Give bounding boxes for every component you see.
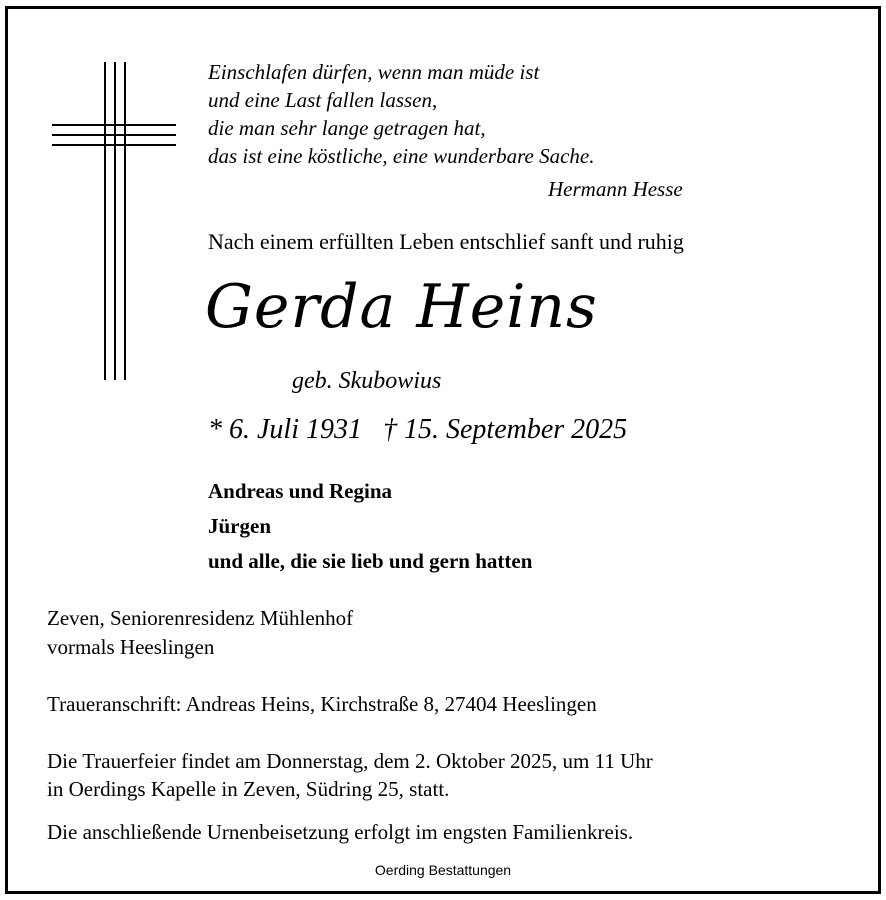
poem-line: Einschlafen dürfen, wenn man müde ist <box>208 60 540 84</box>
location-line: vormals Heeslingen <box>47 635 215 659</box>
mourner-line: Andreas und Regina <box>208 479 392 503</box>
location-line: Zeven, Seniorenresidenz Mühlenhof <box>47 606 354 630</box>
maiden-name: geb. Skubowius <box>292 368 442 394</box>
deceased-name: Gerda Heins <box>205 272 598 342</box>
birth-date: * 6. Juli 1931 <box>208 414 362 445</box>
ceremony-line: in Oerdings Kapelle in Zeven, Südring 25, statt. <box>47 777 450 801</box>
mourning-address: Traueranschrift: Andreas Heins, Kirchstraße 8, 27404 Heeslingen <box>47 692 597 716</box>
life-dates <box>208 414 627 446</box>
intro-text: Nach einem erfüllten Leben entschlief sanft und ruhig <box>208 229 684 254</box>
death-date: † 15. September 2025 <box>383 414 628 445</box>
poem-line: die man sehr lange getragen hat, <box>208 116 486 140</box>
funeral-home: Oerding Bestattungen <box>374 862 512 878</box>
ceremony-line: Die Trauerfeier findet am Donnerstag, dem 2. Oktober 2025, um 11 Uhr <box>47 749 653 773</box>
poem-author: Hermann Hesse <box>548 177 683 201</box>
mourner-line: Jürgen <box>208 514 271 538</box>
cross-icon <box>52 62 176 380</box>
poem-line: das ist eine köstliche, eine wunderbare Sache. <box>208 144 595 168</box>
mourner-line: und alle, die sie lieb und gern hatten <box>208 549 533 573</box>
poem-line: und eine Last fallen lassen, <box>208 88 438 112</box>
burial-note: Die anschließende Urnenbeisetzung erfolgt im engsten Familienkreis. <box>47 820 634 844</box>
